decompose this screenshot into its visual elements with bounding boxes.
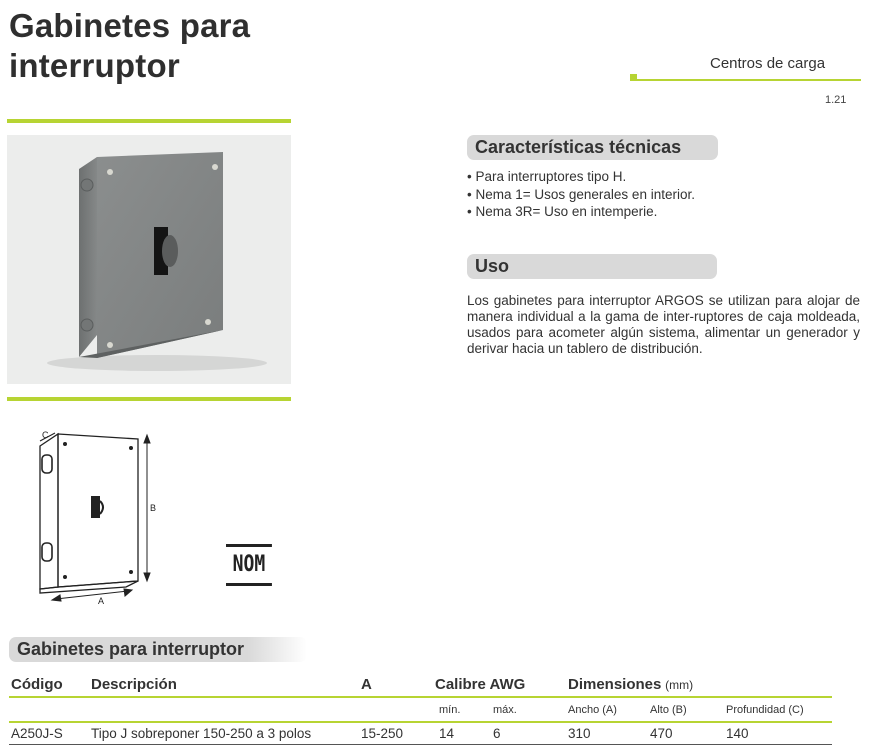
cell-max: 6: [493, 725, 501, 741]
subheader-min: mín.: [439, 703, 461, 716]
section-underline: [630, 79, 861, 81]
cell-alto: 470: [650, 725, 673, 741]
feature-item: • Nema 1= Usos generales en interior.: [467, 186, 695, 202]
title-rule: [7, 119, 291, 123]
page-title-line2: interruptor: [9, 47, 180, 84]
header-dimensiones: [566, 673, 832, 697]
table-subheader-row: [9, 697, 832, 722]
subheader-profundidad: Profundidad (C): [726, 703, 804, 716]
label-b: B: [150, 503, 157, 513]
section-underline-marker: [630, 74, 637, 81]
cabinet-photo-image: [7, 135, 291, 384]
subheader-ancho: Ancho (A): [568, 703, 617, 716]
uso-heading: Uso: [467, 254, 717, 279]
cell-a: 15-250: [361, 725, 404, 741]
cell-descripcion: Tipo J sobreponer 150-250 a 3 polos: [91, 725, 312, 741]
nom-logo: [226, 544, 272, 586]
header-dimensiones-unit: (mm): [665, 678, 694, 692]
header-codigo: Código: [11, 676, 63, 693]
uso-text: Los gabinetes para interruptor ARGOS se utilizan para alojar de manera individual a la gama de inter-ruptores de caja moldeada, usados para acometer algún sistema, alimentar un generador y derivar hacia un tablero de distribución.: [467, 293, 860, 356]
cell-profundidad: 140: [726, 725, 749, 741]
section-label: Centros de carga: [710, 55, 826, 72]
features-list: [467, 168, 695, 221]
cell-min: 14: [439, 725, 455, 741]
features-heading: Características técnicas: [467, 135, 718, 160]
header-a: A: [361, 676, 372, 693]
dimension-diagram: [30, 425, 170, 610]
subheader-max: máx.: [493, 703, 517, 716]
cell-codigo: A250J-S: [11, 725, 63, 741]
header-calibre: Calibre AWG: [435, 676, 526, 693]
cell-ancho: 310: [568, 725, 591, 741]
photo-rule: [7, 397, 291, 401]
nom-logo-text: NOM: [226, 544, 272, 586]
table-heading: Gabinetes para interruptor: [9, 637, 307, 662]
label-c: C: [42, 430, 49, 440]
product-photo: [7, 135, 291, 384]
feature-item: • Nema 3R= Uso en intemperie.: [467, 204, 658, 219]
spec-table: [9, 673, 832, 745]
header-descripcion: Descripción: [91, 676, 177, 693]
page-title: [9, 6, 250, 86]
table-row: [9, 722, 832, 744]
header-dimensiones-label: Dimensiones: [568, 676, 662, 693]
cabinet-drawing: [30, 425, 170, 610]
label-a: A: [98, 596, 105, 606]
subheader-alto: Alto (B): [650, 703, 687, 716]
feature-item: • Para interruptores tipo H.: [467, 169, 627, 184]
page-number: 1.21: [825, 94, 847, 106]
table-header-row: [9, 673, 832, 697]
page-title-line1: Gabinetes para: [9, 7, 251, 44]
